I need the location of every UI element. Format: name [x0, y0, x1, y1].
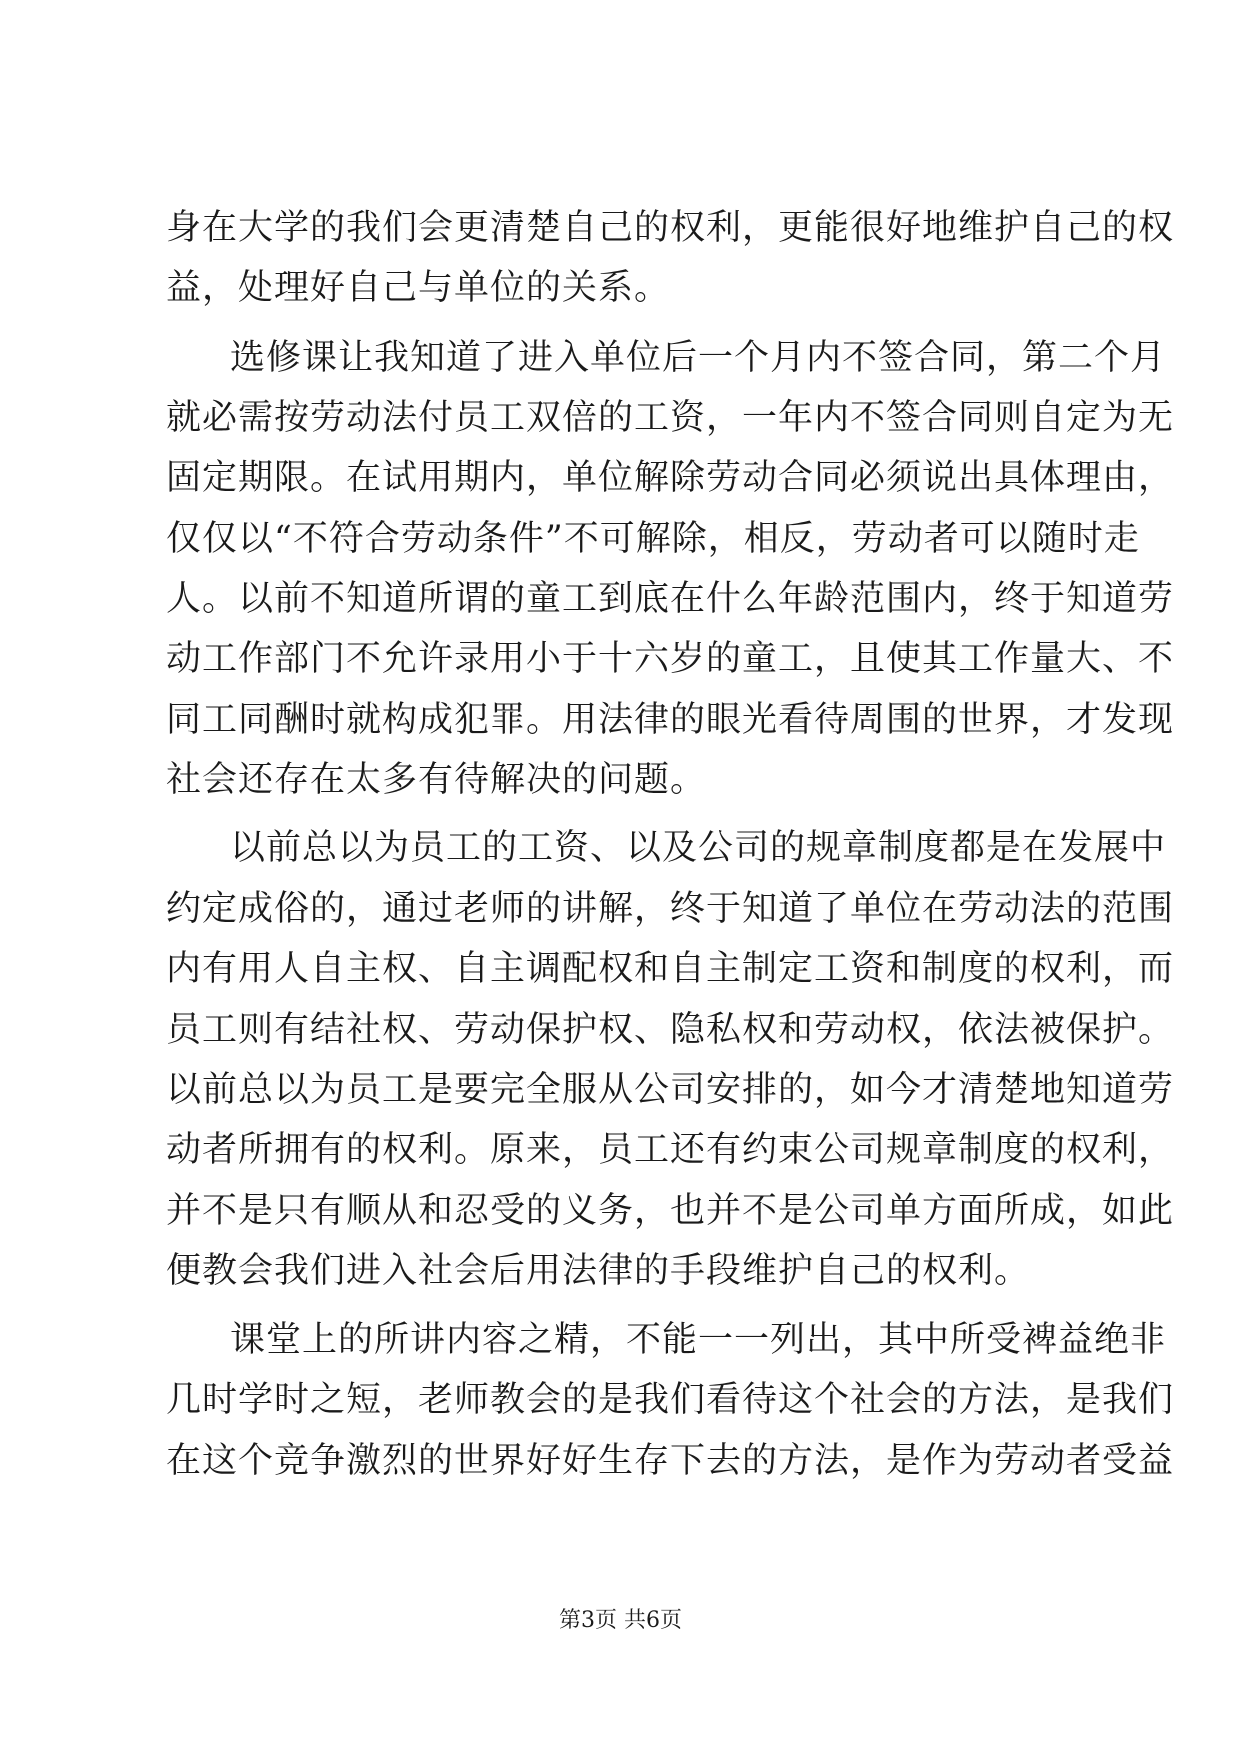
text-line-3: 选修课让我知道了进入单位后一个月内不签合同，第二个月 [230, 338, 1167, 378]
text-line-8: 动工作部门不允许录用小于十六岁的童工，且使其工作量大、不 [166, 639, 1175, 679]
text-line-17: 并不是只有顺从和忍受的义务，也并不是公司单方面所成，如此 [166, 1191, 1175, 1231]
page-footer: 第3页 共6页 [559, 1608, 682, 1633]
text-line-20: 几时学时之短，老师教会的是我们看待这个社会的方法，是我们 [166, 1380, 1175, 1420]
text-line-9: 同工同酬时就构成犯罪。用法律的眼光看待周围的世界，才发现 [166, 700, 1175, 740]
text-line-6: 仅仅以“不符合劳动条件”不可解除，相反，劳动者可以随时走 [166, 519, 1140, 559]
text-line-10: 社会还存在太多有待解决的问题。 [166, 760, 707, 800]
text-line-7: 人。以前不知道所谓的童工到底在什么年龄范围内，终于知道劳 [166, 579, 1175, 619]
text-line-16: 动者所拥有的权利。原来，员工还有约束公司规章制度的权利， [166, 1130, 1175, 1170]
text-line-1: 身在大学的我们会更清楚自己的权利，更能很好地维护自己的权 [166, 208, 1175, 248]
text-line-18: 便教会我们进入社会后用法律的手段维护自己的权利。 [166, 1251, 1031, 1291]
text-line-13: 内有用人自主权、自主调配权和自主制定工资和制度的权利，而 [166, 949, 1175, 989]
text-line-14: 员工则有结社权、劳动保护权、隐私权和劳动权，依法被保护。 [166, 1010, 1175, 1050]
text-line-12: 约定成俗的，通过老师的讲解，终于知道了单位在劳动法的范围 [166, 889, 1175, 929]
text-line-2: 益，处理好自己与单位的关系。 [166, 268, 671, 308]
text-line-21: 在这个竞争激烈的世界好好生存下去的方法，是作为劳动者受益 [166, 1441, 1175, 1481]
text-line-5: 固定期限。在试用期内，单位解除劳动合同必须说出具体理由， [166, 458, 1175, 498]
text-line-19: 课堂上的所讲内容之精，不能一一列出，其中所受裨益绝非 [230, 1320, 1167, 1360]
text-line-11: 以前总以为员工的工资、以及公司的规章制度都是在发展中 [230, 828, 1167, 868]
text-line-15: 以前总以为员工是要完全服从公司安排的，如今才清楚地知道劳 [166, 1070, 1175, 1110]
text-line-4: 就必需按劳动法付员工双倍的工资，一年内不签合同则自定为无 [166, 398, 1175, 438]
